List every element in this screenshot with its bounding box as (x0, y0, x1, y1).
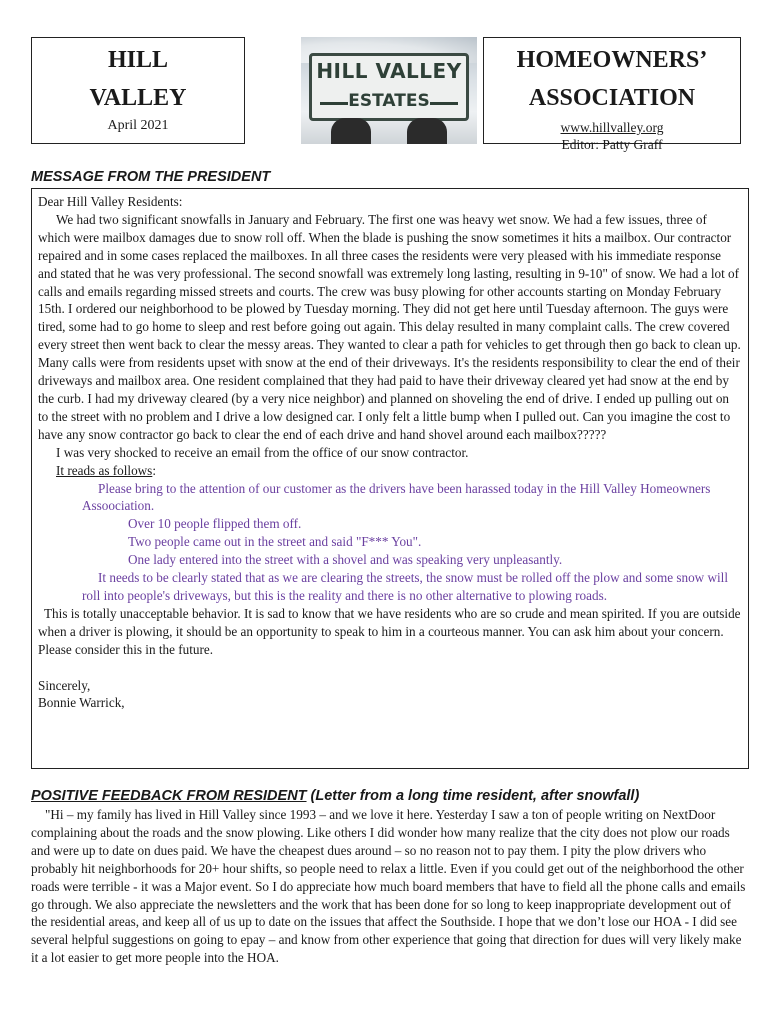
feedback-heading (31, 787, 639, 805)
website-link[interactable]: www.hillvalley.org (560, 120, 664, 135)
feedback-body: "Hi – my family has lived in Hill Valley since 1993 – and we love it here. Yesterday I saw a ton of people writing on NextDoor complaining about the roads and the snow plowing. Like others I did wonder how many realize that the city does not plow our roads and were up to date on dues paid. We have the cheapest dues around – so no reason not to pay them. I pity the plow drivers who probably hit neighborhoods for 20+ hour shifts, so people need to relax a little. Even if you could get out of the neighborhood the other roads were terrible - it was a Major event. So I do appreciate how much board members that have to field all the phone calls and emails go through. We also appreciate the newsletters and the work that has been done for so long to keep inappropriate development out of the residential areas, and keep all of us up to date on the issues that affect the Southside. I hope that we don’t lose our HOA - I did see several helpful suggestions on going to epay – and know from other experience that going that direction for dues will very likely make it a lot easier to get more people into the HOA. (31, 807, 746, 966)
issue-date: April 2021 (107, 118, 169, 133)
masthead-title-valley: VALLEY (89, 85, 187, 111)
sign-board (309, 53, 469, 121)
hill-valley-estates-sign-logo (301, 37, 477, 144)
sign-post-left (331, 118, 371, 144)
masthead-title-association: ASSOCIATION (528, 85, 696, 111)
president-message-box (31, 188, 749, 769)
quote-line-1: Over 10 people flipped them off. (128, 516, 302, 532)
quote-line-3: One lady entered into the street with a shovel and was speaking very unpleasantly. (128, 552, 563, 568)
reads-colon: : (152, 462, 156, 478)
sign-text-top: HILL VALLEY (316, 59, 462, 83)
masthead-left-box (31, 37, 245, 144)
reads-as-follows-line (38, 462, 742, 480)
quote-paragraph-2: It needs to be clearly stated that as we are clearing the streets, the snow must be rolled off the plow and some snow will roll into people's driveways, but this is the reality and there is no other alternative to plowing roads. (82, 570, 729, 603)
sign-bar-right (430, 102, 458, 105)
closing: Sincerely, (38, 677, 91, 693)
salutation: Dear Hill Valley Residents: (38, 194, 183, 209)
spacer (38, 659, 742, 677)
feedback-heading-sub: (Letter from a long time resident, after snowfall) (306, 788, 640, 804)
quote-line-2: Two people came out in the street and said "F*** You". (128, 534, 422, 550)
sign-text-bottom: ESTATES (348, 91, 430, 111)
masthead-right-box (483, 37, 741, 152)
president-paragraph-1: We had two significant snowfalls in January and February. The first one was heavy wet snow. We had a few issues, three of which were mailbox damages due to snow roll off. When the blade is pushing the snow sometimes it hits a mailbox. Our contractor repaired and in some cases replaced the mailboxes. In all three cases the residents were very pleased with his immediate response and stated that he was very professional. The second snowfall was extremely long lasting, resulting in 9-10" of snow. We had a lot of calls and emails regarding missed streets and courts. The crew was busy plowing for other accounts starting on Monday February 15th. I ordered our neighborhood to be plowed by Tuesday morning. They did not get here until Tuesday afternoon. The guys were tired, some had to go home to sleep and rest before going out again. This delay resulted in many complaint calls. The crew covered every street then went back to clear the messy areas. They wanted to clear a path for vehicles to get through then go back to clean up. Many calls were from residents upset with snow at the end of their driveways. It's the residents responsibility to clear the end of their driveways and mailbox area. One resident complained that they had paid to have their driveway cleared yet had snow at the end by the curb. I had my driveway cleared (by a very nice neighbor) and planned on shoveling the end of drive. I ended up pulling out on to the street with no problem and I drive a low designed car. I only felt a little bump when I pulled out. Can you imagine the cost to have any snow contractor go back to clear the end of each drive and hand shovel around each mailbox????? (38, 211, 741, 442)
feedback-heading-title: POSITIVE FEEDBACK FROM RESIDENT (31, 788, 307, 804)
editor-credit: Editor: Patty Graff (561, 137, 663, 152)
president-paragraph-3: This is totally unacceptable behavior. It is sad to know that we have residents who are so crude and mean spirited. If you are outside when a driver is plowing, it should be an opportunity to speak to him in a courteous manner. You can ask him about your concern. Please consider this in the future. (38, 605, 741, 657)
reads-as-follows-label: It reads as follows (56, 462, 153, 478)
quote-paragraph-1: Please bring to the attention of our customer as the drivers have been harassed today in the Hill Valley Homeowners Assoociation. (82, 480, 711, 514)
masthead-title-hill: HILL (107, 47, 169, 73)
president-message-heading: MESSAGE FROM THE PRESIDENT (31, 169, 271, 185)
president-paragraph-2: I was very shocked to receive an email from the office of our snow contractor. (56, 444, 469, 460)
sign-post-right (407, 118, 447, 144)
masthead-title-homeowners: HOMEOWNERS’ (516, 47, 708, 73)
signature: Bonnie Warrick, (38, 695, 125, 711)
